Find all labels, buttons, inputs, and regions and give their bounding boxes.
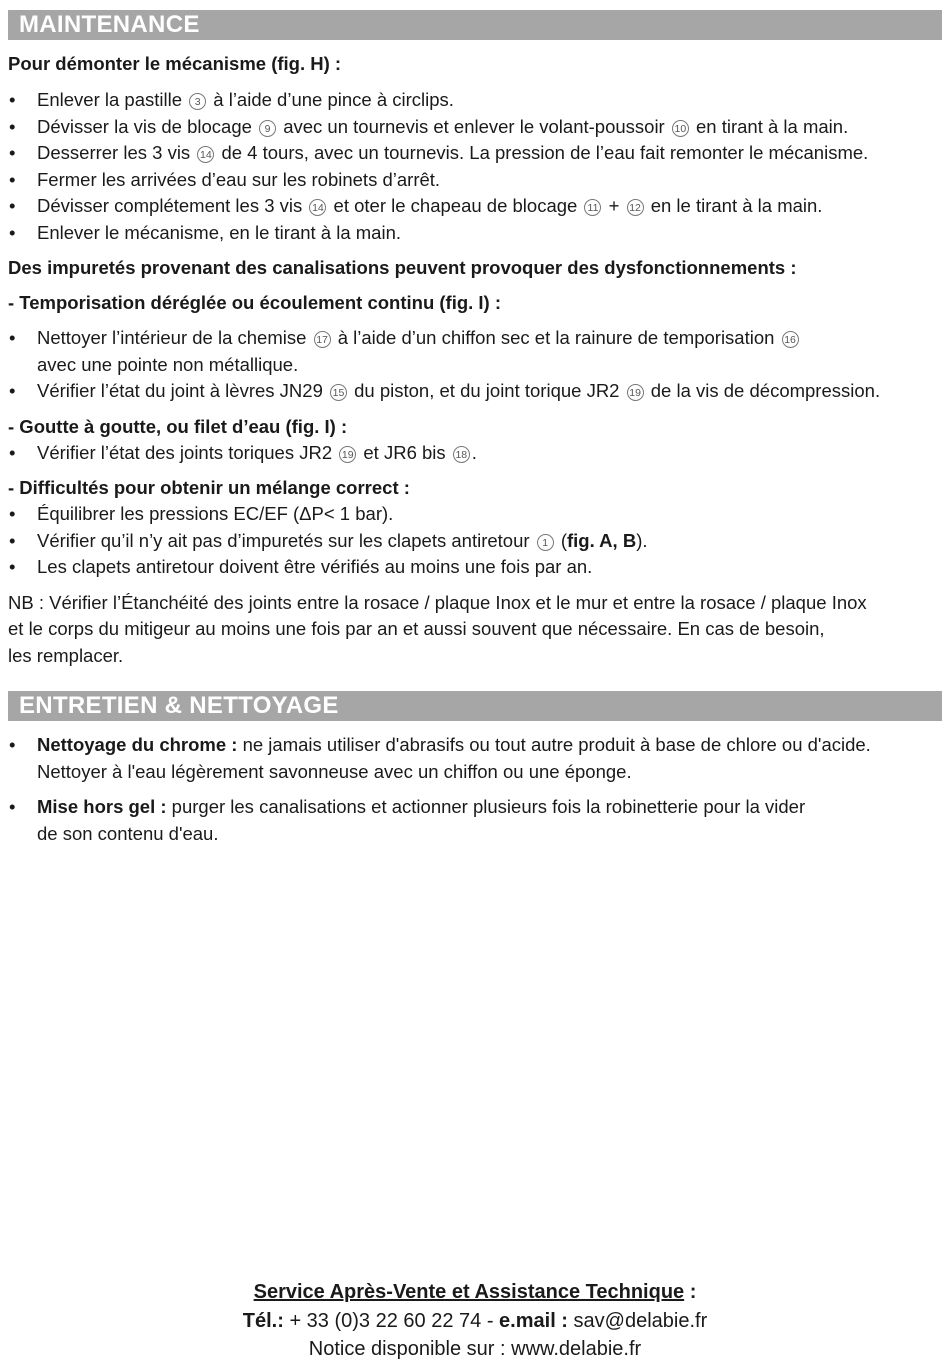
list-item: • Desserrer les 3 vis 14 de 4 tours, avec un tournevis. La pression de l’eau fait remonter le mécanisme. xyxy=(8,140,944,167)
part-number-badge: 9 xyxy=(259,120,276,137)
part-number-badge: 12 xyxy=(627,199,644,216)
temporisation-heading: - Temporisation déréglée ou écoulement continu (fig. I) : xyxy=(8,292,502,313)
drip-list xyxy=(8,440,944,467)
part-number-badge: 11 xyxy=(584,199,601,216)
part-number-badge: 14 xyxy=(197,146,214,163)
item-label: Nettoyage du chrome : xyxy=(37,734,238,755)
list-item: • Fermer les arrivées d’eau sur les robinets d’arrêt. xyxy=(8,167,944,194)
mix-heading: - Difficultés pour obtenir un mélange correct : xyxy=(8,477,410,498)
cleaning-section-title: ENTRETIEN & NETTOYAGE xyxy=(8,691,942,721)
list-item: • Les clapets antiretour doivent être vérifiés au moins une fois par an. xyxy=(8,554,944,581)
email-label: e.mail : xyxy=(499,1309,568,1332)
part-number-badge: 1 xyxy=(537,534,554,551)
list-item: • Enlever la pastille 3 à l’aide d’une pince à circlips. xyxy=(8,87,944,114)
cleaning-content xyxy=(8,732,944,847)
tel-value: + 33 (0)3 22 60 22 74 - xyxy=(283,1309,500,1332)
part-number-badge: 16 xyxy=(782,331,799,348)
drip-heading: - Goutte à goutte, ou filet d’eau (fig. I) : xyxy=(8,415,348,437)
part-number-badge: 3 xyxy=(189,93,206,110)
notice-line: Notice disponible sur : www.delabie.fr xyxy=(308,1338,642,1360)
dismount-heading: Pour démonter le mécanisme (fig. H) : xyxy=(8,53,342,74)
list-item: • Dévisser complétement les 3 vis 14 et oter le chapeau de blocage 11 + 12 en le tirant à la main. xyxy=(8,193,944,220)
maintenance-content xyxy=(8,51,944,669)
tel-label: Tél.: xyxy=(242,1309,284,1332)
service-line: Service Après-Vente et Assistance Technique : xyxy=(253,1281,697,1303)
impurities-heading: Des impuretés provenant des canalisations peuvent provoquer des dysfonctionnements : xyxy=(8,257,797,278)
part-number-badge: 19 xyxy=(339,446,356,463)
list-item: • Nettoyage du chrome : ne jamais utiliser d'abrasifs ou tout autre produit à base de chlore ou d'acide. Nettoyer à l'eau légèrement savonneuse avec un chiffon ou une éponge. xyxy=(8,732,944,785)
part-number-badge: 15 xyxy=(330,384,347,401)
list-item: • Vérifier l’état du joint à lèvres JN29 15 du piston, et du joint torique JR2 19 de la vis de décompression. xyxy=(8,378,944,405)
list-item: • Enlever le mécanisme, en le tirant à la main. xyxy=(8,220,944,247)
list-item: • Dévisser la vis de blocage 9 avec un tournevis et enlever le volant-poussoir 10 en tirant à la main. xyxy=(8,114,944,141)
part-number-badge: 14 xyxy=(309,199,326,216)
contact-line xyxy=(0,1307,950,1336)
part-number-badge: 17 xyxy=(314,331,331,348)
list-item: • Mise hors gel : purger les canalisations et actionner plusieurs fois la robinetterie pour la vider de son contenu d'eau. xyxy=(8,794,944,847)
list-item: • Équilibrer les pressions EC/EF (ΔP< 1 bar). xyxy=(8,501,944,528)
nb-note: NB : Vérifier l’Étanchéité des joints entre la rosace / plaque Inox et le mur et entre la rosace / plaque Inox et le corps du mitigeur au moins une fois par an et aussi souvent que nécessaire. En cas de besoin, les remplacer. xyxy=(8,591,867,666)
list-item: • Vérifier l’état des joints toriques JR2 19 et JR6 bis 18 . xyxy=(8,440,944,467)
footer xyxy=(0,1278,950,1364)
email-value: sav@delabie.fr xyxy=(567,1309,708,1332)
list-item: • Vérifier qu’il n’y ait pas d’impuretés sur les clapets antiretour 1 (fig. A, B). xyxy=(8,528,944,555)
temporisation-list xyxy=(8,325,944,405)
service-title: Service Après-Vente et Assistance Technique xyxy=(253,1281,685,1303)
part-number-badge: 10 xyxy=(672,120,689,137)
item-label: Mise hors gel : xyxy=(37,796,167,817)
list-item: • Nettoyer l’intérieur de la chemise 17 à l’aide d’un chiffon sec et la rainure de temporisation 16 avec une pointe non métallique. xyxy=(8,325,944,378)
mix-list xyxy=(8,501,944,581)
part-number-badge: 19 xyxy=(627,384,644,401)
maintenance-section-title: MAINTENANCE xyxy=(8,10,942,40)
cleaning-list xyxy=(8,732,944,847)
part-number-badge: 18 xyxy=(453,446,470,463)
dismount-steps-list xyxy=(8,87,944,246)
